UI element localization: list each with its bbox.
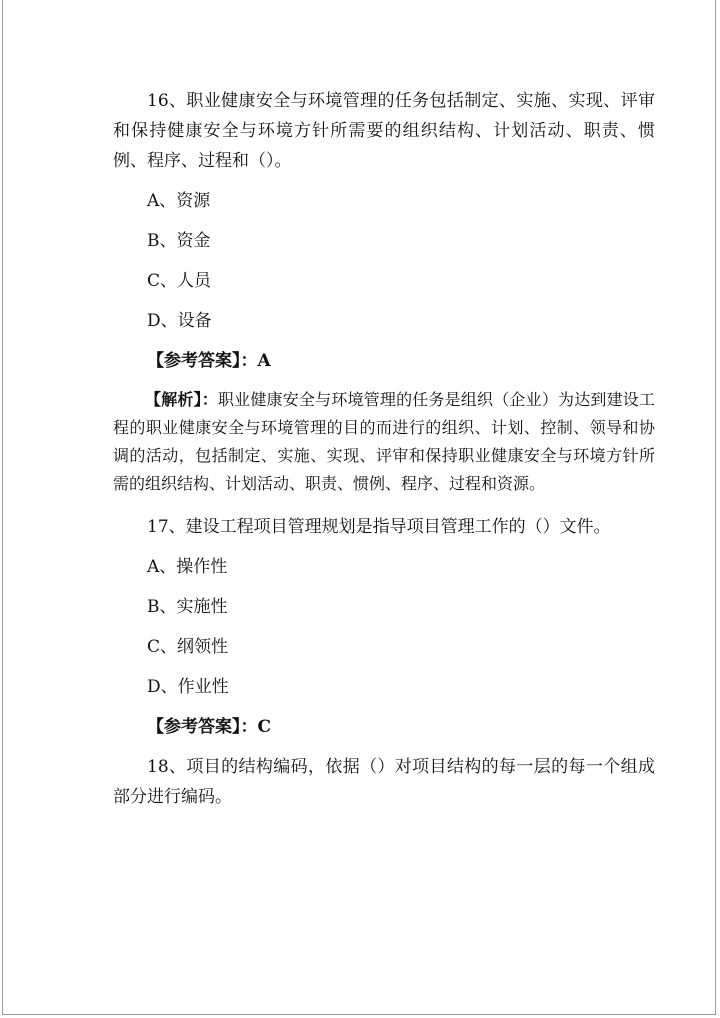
- question-16-option-c: C、人员: [147, 271, 212, 291]
- question-17-option-b: B、实施性: [147, 597, 228, 617]
- answer-label: 【参考答案】：: [147, 717, 258, 737]
- question-17-option-a: A、操作性: [147, 557, 228, 577]
- question-17-option-c: C、纲领性: [147, 637, 229, 657]
- document-body: [113, 86, 655, 824]
- answer-label: 【参考答案】：: [147, 351, 258, 371]
- question-17-stem: 17、建设工程项目管理规划是指导项目管理工作的（）文件。: [147, 517, 611, 537]
- question-16-stem: 16、职业健康安全与环境管理的任务包括制定、实施、实现、评审和保持健康安全与环境方针所需要的组织结构、计划活动、职责、惯例、程序、过程和（）。: [113, 91, 655, 171]
- question-17-option-d: D、作业性: [147, 677, 229, 697]
- answer-value: C: [257, 717, 272, 737]
- question-16-answer: [113, 348, 655, 374]
- answer-value: A: [257, 351, 271, 371]
- question-16-option-d: D、设备: [147, 311, 212, 331]
- analysis-text: 职业健康安全与环境管理的任务是组织（企业）为达到建设工程的职业健康安全与环境管理的目的而进行的组织、计划、控制、领导和协调的活动，包括制定、实施、实现、评审和保持职业健康安全与环境方针所需的组织结构、计划活动、职责、惯例、程序、过程和资源。: [113, 390, 655, 493]
- question-16-option-a: A、资源: [147, 191, 211, 211]
- question-16-option-b: B、资金: [147, 231, 211, 251]
- question-18-stem: 18、项目的结构编码，依据（）对项目结构的每一层的每一个组成部分进行编码。: [113, 757, 655, 807]
- analysis-label: 【解析】：: [145, 390, 218, 409]
- question-17-answer: [113, 714, 655, 740]
- question-16-analysis: [113, 386, 655, 498]
